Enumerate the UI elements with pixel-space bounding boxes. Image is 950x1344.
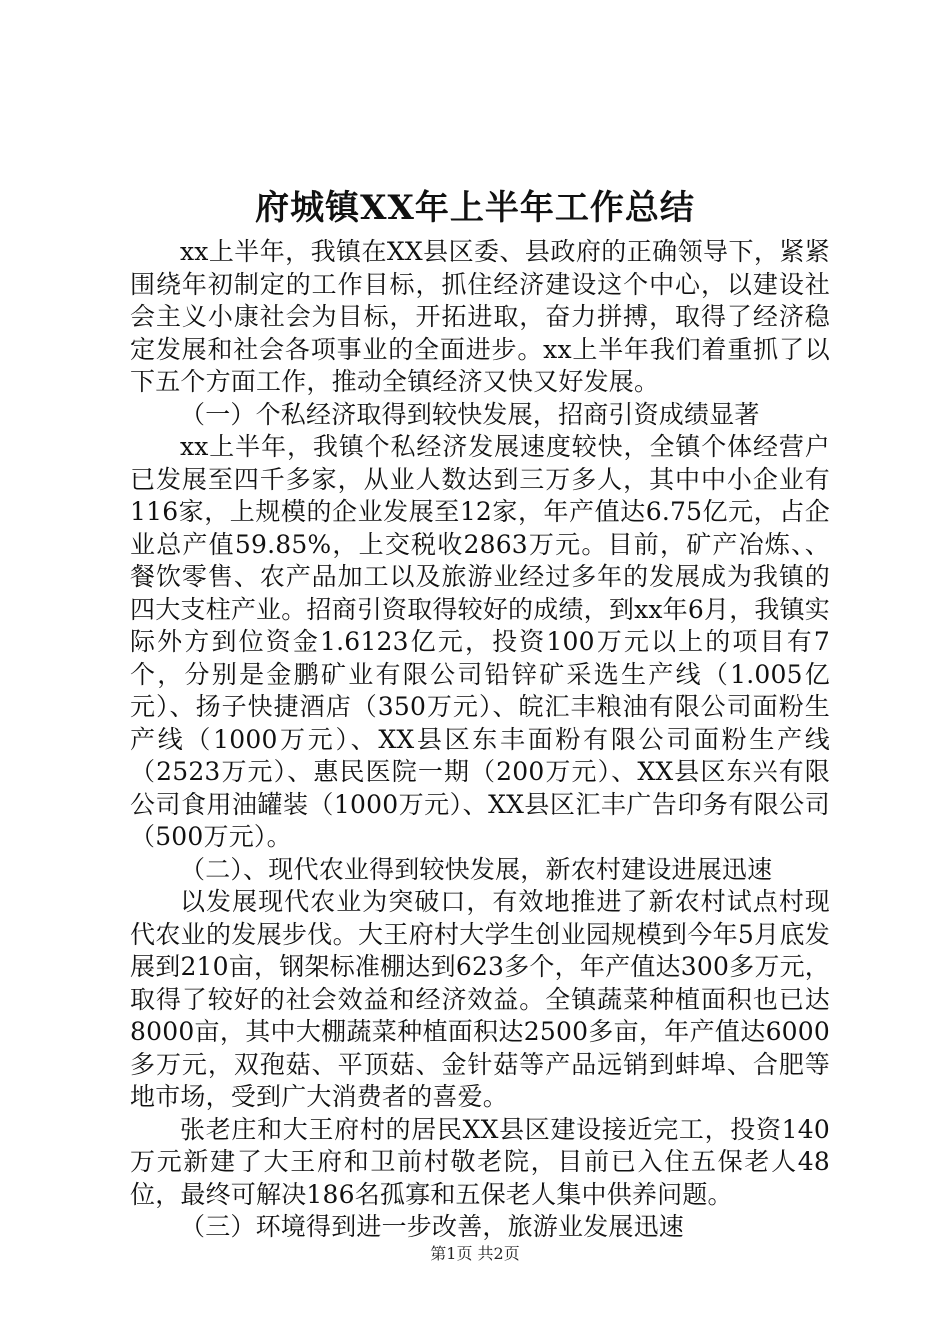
paragraph-nursing-home: 张老庄和大王府村的居民XX县区建设接近完工，投资140万元新建了大王府和卫前村敬老院，目前已入住五保老人48位，最终可解决186名孤寡和五保老人集中供养问题。 (130, 1114, 830, 1209)
paragraph-intro: xx上半年，我镇在XX县区委、县政府的正确领导下，紧紧围绕年初制定的工作目标，抓住经济建设这个中心，以建设社会主义小康社会为目标，开拓进取，奋力拼搏，取得了经济稳定发展和社会各项事业的全面进步。xx上半年我们着重抓了以下五个方面工作，推动全镇经济又快又好发展。 (130, 237, 830, 396)
paragraph-private-economy: xx上半年，我镇个私经济发展速度较快，全镇个体经营户已发展至四千多家，从业人数达到三万多人，其中中小企业有116家，上规模的企业发展至12家，年产值达6.75亿元，占企业总产值59.85%，上交税收2863万元。目前，矿产冶炼、、餐饮零售、农产品加工以及旅游业经过多年的发展成为我镇的四大支柱产业。招商引资取得较好的成绩，到xx年6月，我镇实际外方到位资金1.6123亿元，投资100万元以上的项目有7个，分别是金鹏矿业有限公司铅锌矿采选生产线（1.005亿元）、扬子快捷酒店（350万元）、皖汇丰粮油有限公司面粉生产线（1000万元）、XX县区东丰面粉有限公司面粉生产线（2523万元）、惠民医院一期（200万元）、XX县区东兴有限公司食用油罐装（1000万元）、XX县区汇丰广告印务有限公司（500万元）。 (130, 432, 831, 851)
section-heading-3: （三）环境得到进一步改善，旅游业发展迅速 (180, 1212, 685, 1241)
paragraph-modern-agriculture: 以发展现代农业为突破口，有效地推进了新农村试点村现代农业的发展步伐。大王府村大学生创业园规模到今年5月底发展到210亩，钢架标准棚达到623多个，年产值达300多万元，取得了较好的社会效益和经济效益。全镇蔬菜种植面积也已达8000亩，其中大棚蔬菜种植面积达2500多亩，年产值达6000多万元，双孢菇、平顶菇、金针菇等产品远销到蚌埠、合肥等地市场，受到广大消费者的喜爱。 (130, 887, 830, 1111)
section-heading-2: （二）、现代农业得到较快发展，新农村建设进展迅速 (180, 854, 773, 884)
document-title: 府城镇XX年上半年工作总结 (255, 188, 695, 228)
page-footer: 第1页 共2页 (430, 1244, 520, 1263)
document-body (130, 236, 830, 1244)
section-heading-1: （一）个私经济取得到较快发展，招商引资成绩显著 (180, 399, 760, 429)
